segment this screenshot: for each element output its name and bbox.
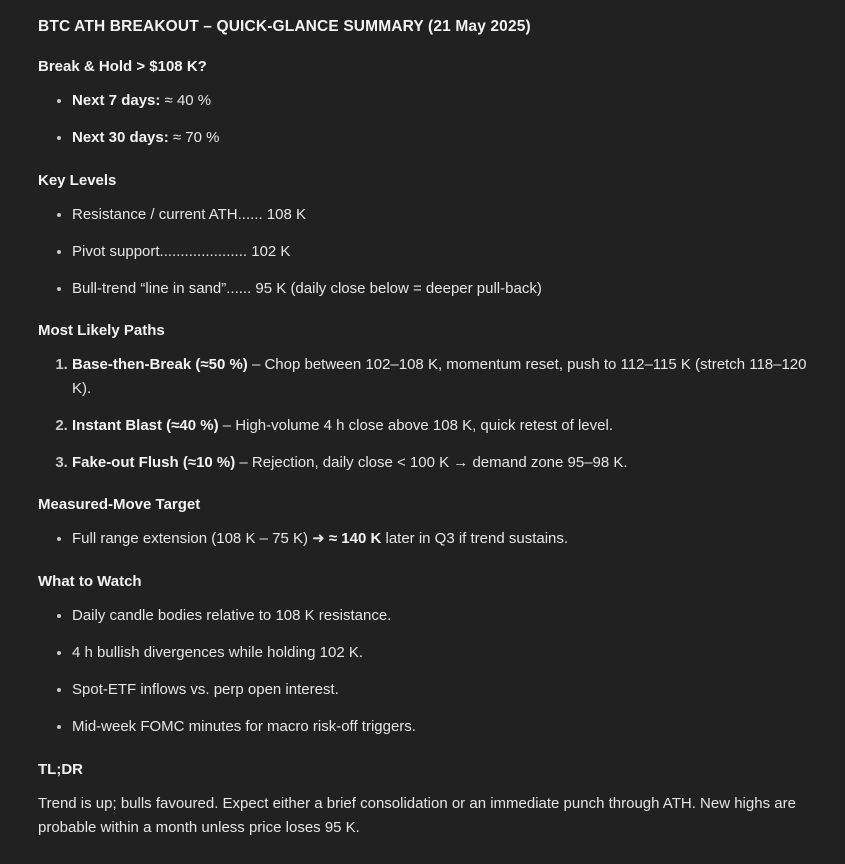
list-item-label: Next 7 days: bbox=[72, 92, 161, 109]
likely-paths-list bbox=[38, 353, 807, 474]
list-item-prefix: Full range extension (108 K – 75 K) ➜ bbox=[72, 530, 329, 548]
list-item-value: ≈ 70 % bbox=[168, 129, 220, 147]
section-heading: TL;DR bbox=[38, 760, 83, 778]
section-heading: Break & Hold > $108 K? bbox=[38, 58, 207, 75]
list-item-suffix: later in Q3 if trend sustains. bbox=[381, 530, 569, 548]
section-key-levels bbox=[38, 172, 807, 301]
list-item-highlight: ≈ 140 K bbox=[328, 530, 382, 548]
section-heading: Key Levels bbox=[38, 171, 117, 189]
list-item: • Resistance / current ATH...... 108 K bbox=[72, 203, 807, 226]
list-item-label: Next 30 days: bbox=[72, 129, 169, 147]
section-heading: What to Watch bbox=[38, 572, 142, 590]
section-measured-move-target bbox=[38, 496, 807, 550]
list-item-value: – Chop between 102–108 K, momentum reset, push to 112–115 K (stretch 118–120 K). bbox=[72, 356, 807, 397]
section-most-likely-paths bbox=[38, 322, 807, 474]
list-item bbox=[72, 353, 807, 400]
list-item-value: – High-volume 4 h close above 108 K, quick retest of level. bbox=[218, 416, 613, 434]
list-item-label: Base-then-Break (≈50 %) bbox=[72, 356, 248, 374]
list-item bbox=[72, 414, 807, 437]
list-item bbox=[72, 126, 807, 149]
section-heading: Measured-Move Target bbox=[38, 496, 201, 514]
list-item: • Pivot support..................... 102 K bbox=[72, 240, 807, 263]
section-heading: Most Likely Paths bbox=[38, 322, 165, 340]
list-item: • Bull-trend “line in sand”...... 95 K (daily close below = deeper pull-back) bbox=[72, 277, 807, 300]
list-item: • 4 h bullish divergences while holding 102 K. bbox=[72, 641, 807, 664]
measured-move-list bbox=[38, 527, 807, 550]
list-item-label: Instant Blast (≈40 %) bbox=[72, 416, 219, 434]
page-title: BTC ATH BREAKOUT – QUICK-GLANCE SUMMARY (21 May 2025) bbox=[38, 18, 531, 35]
section-tldr bbox=[38, 761, 807, 841]
break-hold-list bbox=[38, 89, 807, 150]
section-break-and-hold bbox=[38, 58, 807, 150]
section-what-to-watch bbox=[38, 573, 807, 739]
list-item bbox=[72, 527, 807, 550]
key-levels-list bbox=[38, 203, 807, 301]
list-item bbox=[72, 451, 807, 474]
tldr-text: Trend is up; bulls favoured. Expect either a brief consolidation or an immediate punch through ATH. New highs are probable within a month unless price loses 95 K. bbox=[38, 794, 796, 836]
list-item: • Daily candle bodies relative to 108 K resistance. bbox=[72, 604, 807, 627]
list-item-value: – Rejection, daily close < 100 K → demand zone 95–98 K. bbox=[235, 454, 628, 471]
list-item-value: ≈ 40 % bbox=[160, 92, 212, 109]
list-item-label: Fake-out Flush (≈10 %) bbox=[72, 454, 236, 471]
what-to-watch-list bbox=[38, 604, 807, 739]
list-item: • Mid-week FOMC minutes for macro risk-off triggers. bbox=[72, 715, 807, 738]
list-item: • Spot-ETF inflows vs. perp open interest. bbox=[72, 678, 807, 701]
list-item bbox=[72, 89, 807, 112]
